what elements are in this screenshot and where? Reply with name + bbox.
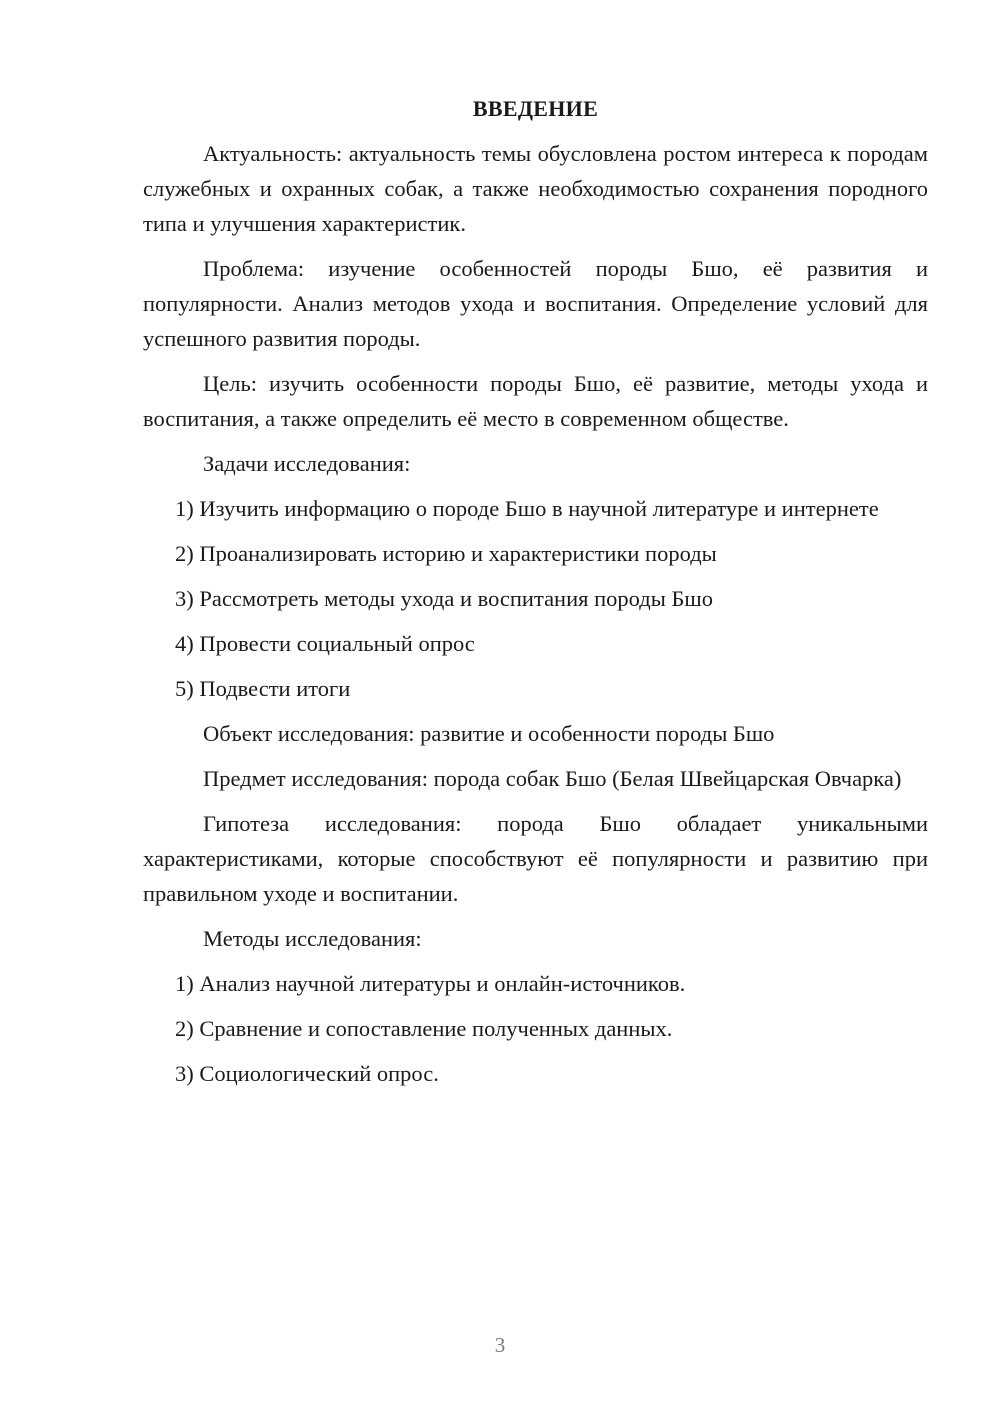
task-item-5: 5) Подвести итоги [175, 676, 351, 701]
method-item-1: 1) Анализ научной литературы и онлайн-источников. [175, 971, 686, 996]
tasks-heading: Задачи исследования: [203, 451, 411, 476]
page-number: 3 [494, 1333, 506, 1357]
problem-paragraph: Проблема: изучение особенностей породы Бшо, её развития и популярности. Анализ методов ухода и воспитания. Определение условий для успешного развития породы. [143, 256, 928, 351]
method-item-2: 2) Сравнение и сопоставление полученных данных. [175, 1016, 673, 1041]
page-content [143, 91, 928, 1101]
task-item-1: 1) Изучить информацию о породе Бшо в научной литературе и интернете [175, 496, 879, 521]
relevance-paragraph: Актуальность: актуальность темы обусловлена ростом интереса к породам служебных и охранных собак, а также необходимостью сохранения породного типа и улучшения характеристик. [143, 141, 928, 236]
hypothesis-paragraph: Гипотеза исследования: порода Бшо обладает уникальными характеристиками, которые способствуют её популярности и развитию при правильном уходе и воспитании. [143, 811, 928, 906]
page-title: ВВЕДЕНИЕ [472, 96, 599, 121]
task-item-3: 3) Рассмотреть методы ухода и воспитания породы Бшо [175, 586, 713, 611]
object-paragraph: Объект исследования: развитие и особенности породы Бшо [203, 721, 775, 746]
task-item-4: 4) Провести социальный опрос [175, 631, 475, 656]
subject-paragraph: Предмет исследования: порода собак Бшо (Белая Швейцарская Овчарка) [203, 766, 902, 791]
goal-paragraph: Цель: изучить особенности породы Бшо, её развитие, методы ухода и воспитания, а также определить её место в современном обществе. [143, 371, 928, 431]
methods-heading: Методы исследования: [203, 926, 422, 951]
task-item-2: 2) Проанализировать историю и характеристики породы [175, 541, 717, 566]
method-item-3: 3) Социологический опрос. [175, 1061, 439, 1086]
